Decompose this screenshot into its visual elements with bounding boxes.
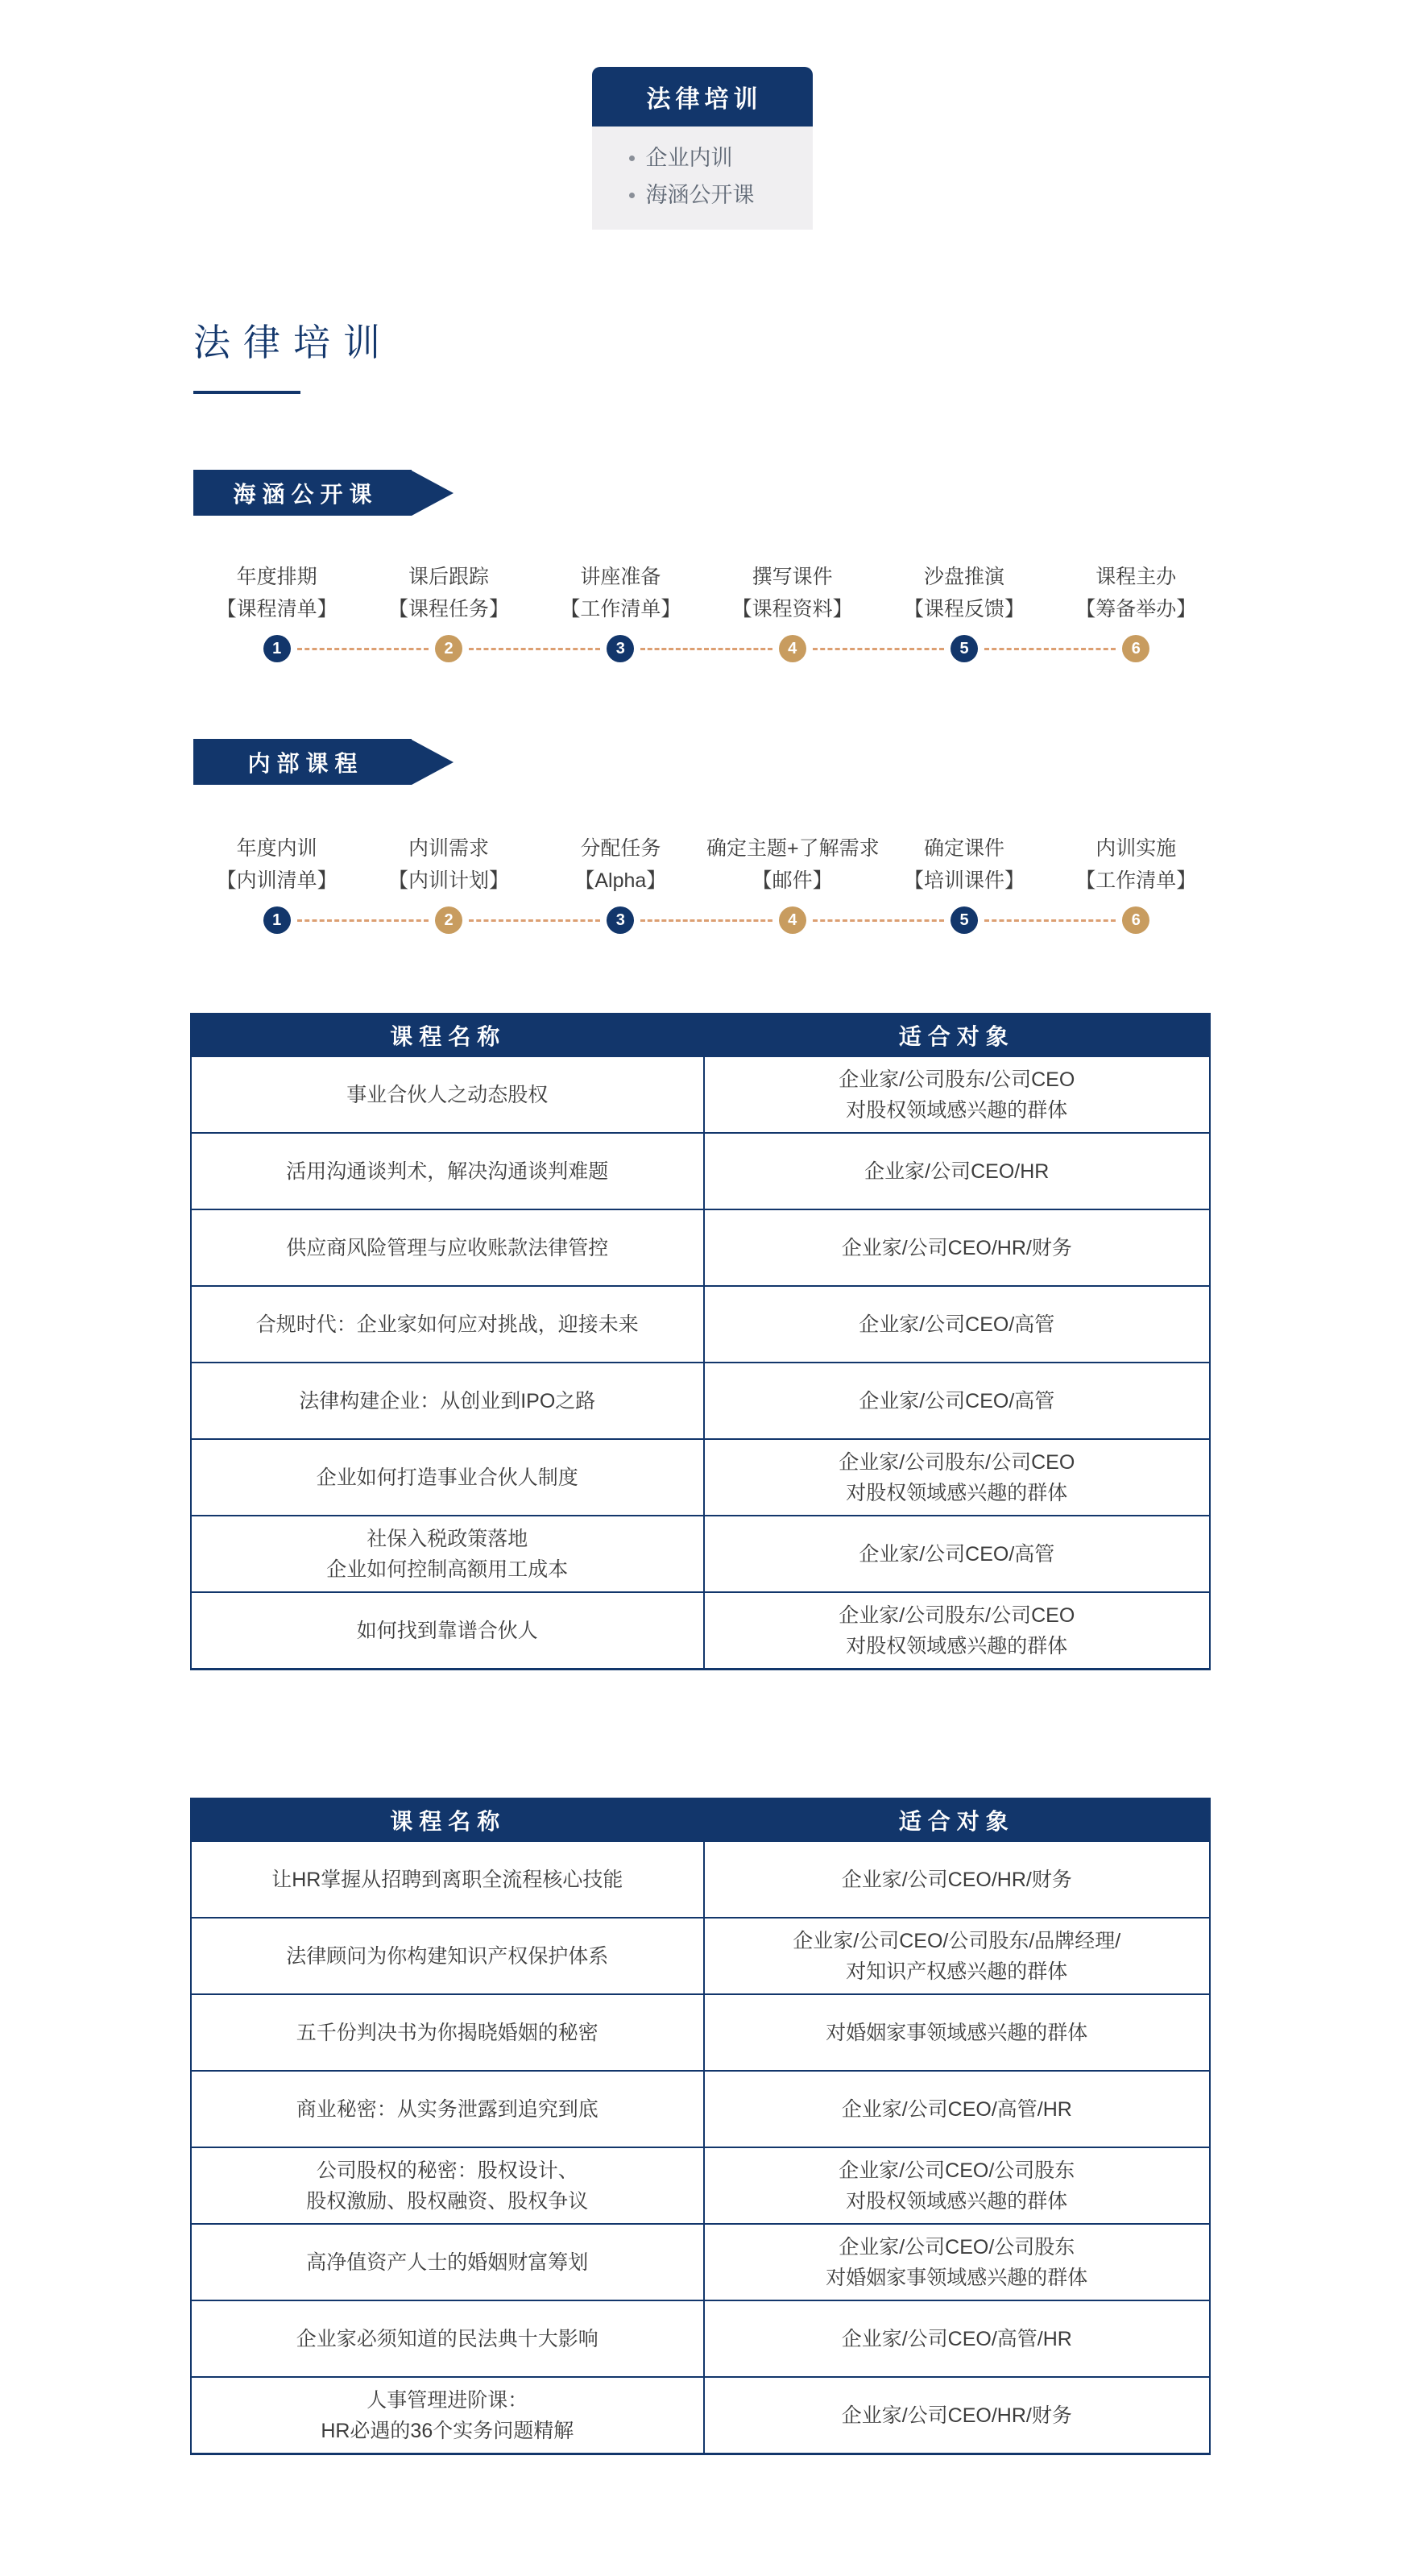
step-name: 课程主办 — [1095, 566, 1177, 588]
step-number-badge: 5 — [950, 635, 978, 662]
flow-step-3 — [535, 561, 706, 625]
table-row — [192, 1995, 1209, 2072]
audience-line: 企业家/公司CEO/高管 — [859, 1542, 1055, 1566]
course-cell — [192, 1057, 705, 1132]
header-audience: 适合对象 — [898, 1023, 1015, 1049]
audience-line: 企业家/公司CEO/HR/财务 — [841, 1868, 1072, 1891]
table-row — [192, 1842, 1209, 1919]
dashed-connector — [640, 919, 772, 922]
audience-line: 对婚姻家事领域感兴趣的群体 — [826, 2021, 1088, 2044]
audience-cell — [705, 1134, 1209, 1209]
audience-line: 对股权领域感兴趣的群体 — [846, 2189, 1068, 2213]
step-name: 确定课件 — [923, 837, 1004, 860]
step-name: 沙盘推演 — [923, 566, 1004, 588]
course-cell — [192, 1363, 705, 1438]
step-name: 分配任务 — [580, 837, 661, 860]
dashed-connector — [297, 919, 429, 922]
page-title: 法律培训 — [193, 321, 393, 363]
step-number-badge: 2 — [435, 635, 462, 662]
course-cell — [192, 1516, 705, 1591]
step-tag: 【工作清单】 — [560, 598, 681, 620]
step-name: 年度内训 — [236, 837, 317, 860]
table-row — [192, 1516, 1209, 1593]
course-line: 商业秘密：从实务泄露到追究到底 — [296, 2097, 598, 2121]
table-row — [192, 1440, 1209, 1516]
table-row — [192, 2148, 1209, 2225]
step-tag: 【内训计划】 — [387, 869, 509, 892]
audience-cell — [705, 2148, 1209, 2223]
audience-line: 企业家/公司CEO/HR/财务 — [841, 2404, 1072, 2427]
course-line: 事业合伙人之动态股权 — [346, 1083, 549, 1106]
course-line: 社保入税政策落地 — [367, 1527, 528, 1550]
course-cell — [192, 1842, 705, 1917]
dashed-connector — [297, 648, 429, 650]
course-line: 让HR掌握从招聘到离职全流程核心技能 — [271, 1868, 623, 1891]
audience-cell — [705, 1440, 1209, 1515]
flow-step-1 — [191, 561, 362, 625]
banner-arrow-icon — [412, 471, 454, 516]
audience-cell — [705, 1287, 1209, 1362]
section-banner-open-course — [193, 470, 1404, 516]
course-cell — [192, 2148, 705, 2223]
badge-body — [592, 127, 813, 230]
course-line: 企业家必须知道的民法典十大影响 — [296, 2327, 598, 2350]
flow-step-5 — [878, 832, 1050, 897]
course-line: 如何找到靠谱合伙人 — [356, 1619, 538, 1642]
audience-line: 企业家/公司CEO/公司股东/品牌经理/ — [793, 1929, 1121, 1952]
flow-track — [191, 906, 1222, 934]
badge-item-internal-training — [629, 139, 813, 176]
course-line: 供应商风险管理与应收账款法律管控 — [286, 1236, 609, 1259]
title-underline — [193, 391, 300, 394]
flow-step-6 — [1050, 832, 1222, 897]
course-cell — [192, 1440, 705, 1515]
step-name: 课后跟踪 — [408, 566, 489, 588]
table-row — [192, 1287, 1209, 1363]
step-number-badge: 4 — [779, 635, 806, 662]
course-cell — [192, 1287, 705, 1362]
table-row — [192, 1210, 1209, 1287]
flow-step-4 — [706, 561, 878, 625]
audience-cell — [705, 2301, 1209, 2376]
audience-cell — [705, 1057, 1209, 1132]
step-number-badge: 6 — [1122, 635, 1149, 662]
audience-cell — [705, 2072, 1209, 2147]
audience-cell — [705, 1593, 1209, 1668]
course-line: 五千份判决书为你揭晓婚姻的秘密 — [296, 2021, 598, 2044]
audience-line: 对股权领域感兴趣的群体 — [846, 1481, 1068, 1504]
step-name: 年度排期 — [236, 566, 317, 588]
course-line: 法律构建企业：从创业到IPO之路 — [299, 1389, 596, 1412]
header-course-name: 课程名称 — [390, 1023, 507, 1049]
flow-track — [191, 635, 1222, 662]
step-tag: 【课程反馈】 — [903, 598, 1025, 620]
flow-step-6 — [1050, 561, 1222, 625]
step-tag: 【工作清单】 — [1075, 869, 1197, 892]
audience-cell — [705, 2378, 1209, 2453]
table-row — [192, 2378, 1209, 2453]
page-title-block — [193, 313, 1404, 394]
step-name: 撰写课件 — [752, 566, 833, 588]
course-cell — [192, 2072, 705, 2147]
course-cell — [192, 2225, 705, 2300]
course-line: 高净值资产人士的婚姻财富筹划 — [306, 2250, 589, 2274]
course-cell — [192, 1995, 705, 2070]
table-row — [192, 1057, 1209, 1134]
course-line: 企业如何控制高额用工成本 — [326, 1558, 569, 1581]
table-header — [192, 1013, 1209, 1057]
step-tag: 【课程清单】 — [216, 598, 338, 620]
step-tag: 【Alpha】 — [574, 869, 667, 892]
badge-item-label: 海涵公开课 — [645, 183, 755, 207]
course-cell — [192, 1919, 705, 1993]
step-number-badge: 5 — [950, 906, 978, 934]
banner-label: 海涵公开课 — [193, 470, 412, 516]
bullet-dot-icon — [629, 156, 635, 161]
audience-line: 企业家/公司CEO/高管 — [859, 1313, 1055, 1336]
course-table-open — [190, 1013, 1211, 1670]
bullet-dot-icon — [629, 193, 635, 198]
dashed-connector — [813, 919, 944, 922]
badge-title: 法律培训 — [592, 67, 813, 127]
course-line: HR必遇的36个实务问题精解 — [321, 2419, 574, 2442]
flow-open-course — [191, 561, 1222, 662]
audience-line: 企业家/公司CEO/HR — [864, 1159, 1050, 1183]
audience-line: 对股权领域感兴趣的群体 — [846, 1098, 1068, 1122]
audience-line: 企业家/公司CEO/公司股东 — [839, 2235, 1075, 2259]
audience-line: 对股权领域感兴趣的群体 — [846, 1634, 1068, 1657]
audience-cell — [705, 1919, 1209, 1993]
audience-cell — [705, 2225, 1209, 2300]
course-cell — [192, 2301, 705, 2376]
course-table-internal — [190, 1798, 1211, 2455]
dashed-connector — [469, 919, 600, 922]
flow-step-2 — [362, 832, 534, 897]
audience-line: 企业家/公司CEO/高管 — [859, 1389, 1055, 1412]
audience-line: 企业家/公司CEO/公司股东 — [839, 2159, 1075, 2182]
section-banner-internal-course — [193, 739, 1404, 785]
course-line: 股权激励、股权融资、股权争议 — [306, 2189, 589, 2213]
course-cell — [192, 2378, 705, 2453]
bottom-whitespace — [0, 2455, 1404, 2572]
course-line: 合规时代：企业家如何应对挑战，迎接未来 — [255, 1313, 639, 1336]
course-line: 法律顾问为你构建知识产权保护体系 — [286, 1944, 609, 1968]
step-number-badge: 6 — [1122, 906, 1149, 934]
step-name: 内训需求 — [408, 837, 489, 860]
flow-labels — [191, 832, 1222, 897]
course-cell — [192, 1593, 705, 1668]
table-row — [192, 1363, 1209, 1440]
dashed-connector — [984, 648, 1116, 650]
step-number-badge: 3 — [607, 906, 634, 934]
step-name: 讲座准备 — [580, 566, 661, 588]
step-tag: 【筹备举办】 — [1075, 598, 1197, 620]
dashed-connector — [640, 648, 772, 650]
flow-step-1 — [191, 832, 362, 897]
table-row — [192, 2072, 1209, 2148]
header-course-name: 课程名称 — [390, 1808, 507, 1834]
step-tag: 【培训课件】 — [903, 869, 1025, 892]
table-row — [192, 2225, 1209, 2301]
banner-arrow-icon — [412, 740, 454, 785]
flow-step-5 — [878, 561, 1050, 625]
audience-cell — [705, 1516, 1209, 1591]
course-line: 公司股权的秘密：股权设计、 — [316, 2159, 578, 2182]
flow-step-4 — [706, 832, 878, 897]
course-line: 企业如何打造事业合伙人制度 — [316, 1466, 578, 1489]
audience-cell — [705, 1842, 1209, 1917]
table-row — [192, 1593, 1209, 1668]
dashed-connector — [469, 648, 600, 650]
course-cell — [192, 1210, 705, 1285]
step-tag: 【课程资料】 — [731, 598, 853, 620]
audience-cell — [705, 1210, 1209, 1285]
step-number-badge: 1 — [263, 906, 291, 934]
flow-labels — [191, 561, 1222, 625]
badge-item-label: 企业内训 — [645, 146, 733, 170]
table-header — [192, 1798, 1209, 1842]
audience-cell — [705, 1363, 1209, 1438]
step-name: 确定主题+了解需求 — [706, 837, 880, 860]
banner-label: 内部课程 — [193, 739, 412, 785]
course-line: 活用沟通谈判术，解决沟通谈判难题 — [286, 1159, 609, 1183]
audience-line: 对知识产权感兴趣的群体 — [846, 1960, 1068, 1983]
badge-item-open-course — [629, 176, 813, 214]
step-name: 内训实施 — [1095, 837, 1177, 860]
step-number-badge: 2 — [435, 906, 462, 934]
header-audience: 适合对象 — [898, 1808, 1015, 1834]
flow-step-2 — [362, 561, 534, 625]
step-number-badge: 3 — [607, 635, 634, 662]
audience-line: 企业家/公司CEO/HR/财务 — [841, 1236, 1072, 1259]
dashed-connector — [984, 919, 1116, 922]
table-row — [192, 2301, 1209, 2378]
dashed-connector — [813, 648, 944, 650]
course-cell — [192, 1134, 705, 1209]
step-tag: 【课程任务】 — [387, 598, 509, 620]
step-number-badge: 1 — [263, 635, 291, 662]
category-badge — [592, 67, 813, 230]
flow-step-3 — [535, 832, 706, 897]
course-line: 人事管理进阶课： — [367, 2388, 528, 2412]
table-row — [192, 1134, 1209, 1210]
step-number-badge: 4 — [779, 906, 806, 934]
audience-line: 企业家/公司CEO/高管/HR — [841, 2327, 1072, 2350]
step-tag: 【内训清单】 — [216, 869, 338, 892]
audience-line: 企业家/公司股东/公司CEO — [839, 1450, 1075, 1474]
audience-line: 企业家/公司CEO/高管/HR — [841, 2097, 1072, 2121]
table-row — [192, 1919, 1209, 1995]
audience-line: 企业家/公司股东/公司CEO — [839, 1068, 1075, 1091]
flow-internal-course — [191, 832, 1222, 934]
audience-line: 对婚姻家事领域感兴趣的群体 — [826, 2266, 1088, 2289]
audience-line: 企业家/公司股东/公司CEO — [839, 1603, 1075, 1627]
step-tag: 【邮件】 — [752, 869, 833, 892]
audience-cell — [705, 1995, 1209, 2070]
